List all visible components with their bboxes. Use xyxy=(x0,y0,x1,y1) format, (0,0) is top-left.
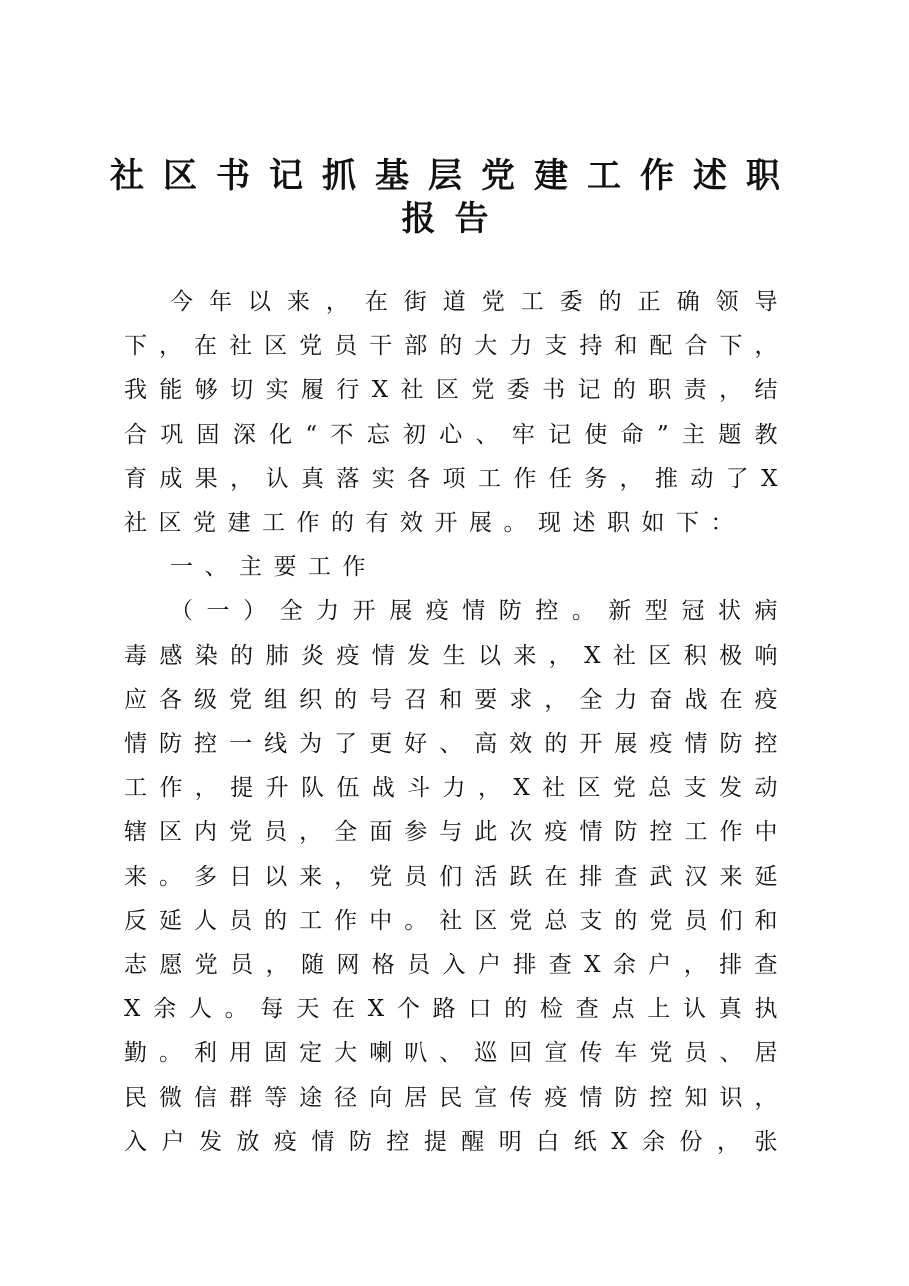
paragraph-epidemic-control: （一）全力开展疫情防控。新型冠状病毒感染的肺炎疫情发生以来，X社区积极响应各级党组织的号召和要求，全力奋战在疫情防控一线为了更好、高效的开展疫情防控工作，提升队伍战斗力，X社区党总支发动辖区内党员，全面参与此次疫情防控工作中来。多日以来，党员们活跃在排查武汉来延反延人员的工作中。社区党总支的党员们和志愿党员，随网格员入户排查X余户，排查X余人。每天在X个路口的检查点上认真执勤。利用固定大喇叭、巡回宣传车党员、居民微信群等途径向居民宣传疫情防控知识，入户发放疫情防控提醒明白纸X余份，张 xyxy=(124,598,789,1155)
document-title-line-1: 社区书记抓基层党建工作述职 xyxy=(110,156,799,196)
document-title-line-2: 报告 xyxy=(401,199,508,239)
document-body xyxy=(124,280,789,1164)
section-heading-main-work: 一、主要工作 xyxy=(170,554,377,581)
intro-paragraph: 今年以来，在街道党工委的正确领导下，在社区党员干部的大力支持和配合下，我能够切实履行X社区党委书记的职责，结合巩固深化“不忘初心、牢记使命”主题教育成果，认真落实各项工作任务，推动了X社区党建工作的有效开展。现述职如下： xyxy=(124,289,789,537)
